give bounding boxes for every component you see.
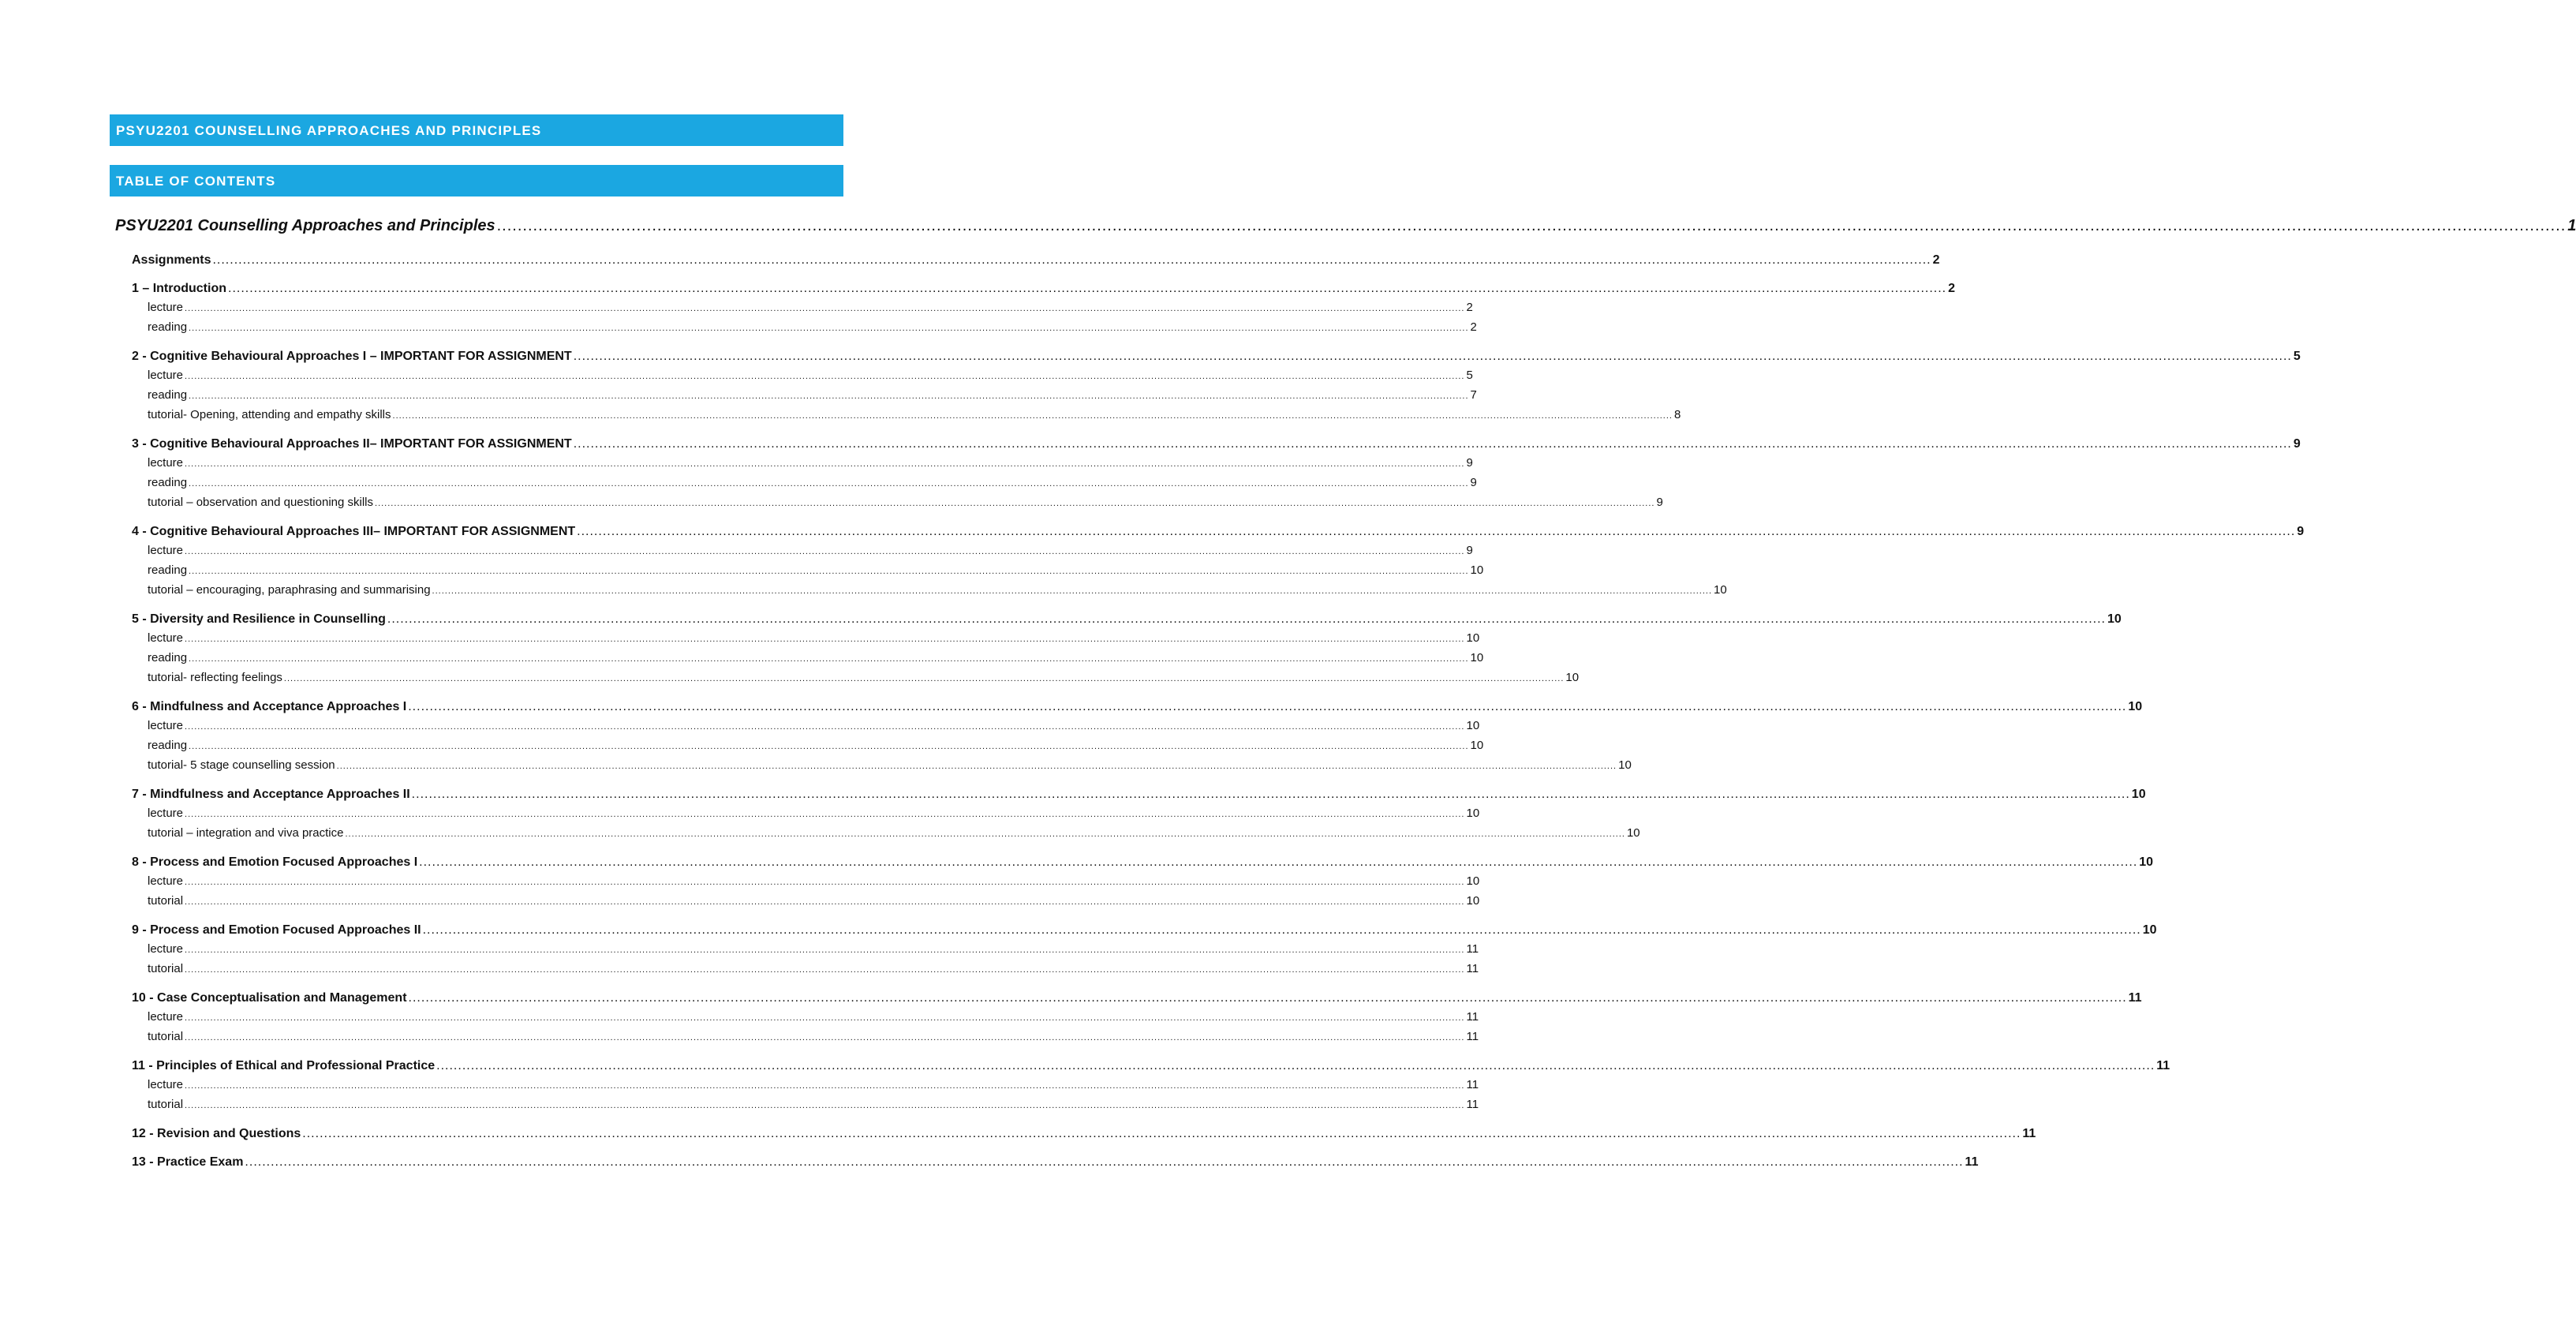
toc-entry-title: reading (148, 651, 188, 664)
toc-entry-title: lecture (148, 1010, 184, 1024)
toc-dot-leader: ................................................................................................................................................................................................................................................................................................................................................................................................................ (422, 923, 2141, 937)
toc-dot-leader: ................................................................................................................................................................................................................................................................................................................................................................................................................ (392, 411, 1673, 421)
toc-entry-title: 13 - Practice Exam (132, 1155, 244, 1169)
toc-dot-leader: ................................................................................................................................................................................................................................................................................................................................................................................................................ (185, 459, 1465, 469)
toc-entry-level-2[interactable] (110, 921, 2157, 939)
toc-entry-title: tutorial- Opening, attending and empathy skills (148, 408, 391, 421)
toc-dot-leader: ................................................................................................................................................................................................................................................................................................................................................................................................................ (189, 324, 1469, 333)
toc-entry-title: lecture (148, 631, 184, 645)
toc-entry-page-number: 10 (2131, 788, 2146, 801)
toc-entry-page-number: 10 (1470, 563, 1484, 577)
toc-entry-level-3[interactable] (110, 1095, 1479, 1114)
toc-entry-title: lecture (148, 942, 184, 956)
toc-entry-title: reading (148, 476, 188, 489)
toc-dot-leader: ................................................................................................................................................................................................................................................................................................................................................................................................................ (387, 612, 2106, 626)
toc-entry-page-number: 2 (1932, 253, 1940, 267)
toc-entry-title: 4 - Cognitive Behavioural Approaches III– IMPORTANT FOR ASSIGNMENT (132, 525, 576, 538)
toc-dot-leader: ................................................................................................................................................................................................................................................................................................................................................................................................................ (375, 499, 1655, 508)
toc-entry-title: lecture (148, 807, 184, 820)
toc-entry-level-3[interactable] (110, 755, 1632, 775)
toc-entry-page-number: 10 (2128, 700, 2143, 713)
toc-dot-leader: ................................................................................................................................................................................................................................................................................................................................................................................................................ (185, 945, 1465, 955)
toc-entry-title: PSYU2201 Counselling Approaches and Principles (115, 217, 495, 234)
toc-entry-level-3[interactable] (110, 453, 1473, 473)
toc-entry-page-number: 8 (1673, 408, 1681, 421)
toc-entry-level-3[interactable] (110, 580, 1727, 600)
toc-entry-page-number: 9 (2293, 437, 2301, 451)
toc-dot-leader: ................................................................................................................................................................................................................................................................................................................................................................................................................ (336, 762, 1617, 771)
toc-entry-title: lecture (148, 544, 184, 557)
toc-entry-title: lecture (148, 1078, 184, 1091)
toc-entry-level-1[interactable] (110, 211, 2576, 241)
toc-entry-page-number: 1 (2567, 217, 2576, 234)
toc-entry-level-3[interactable] (110, 541, 1473, 560)
toc-entry-page-number: 11 (2128, 991, 2142, 1005)
toc-entry-page-number: 9 (1466, 456, 1473, 470)
toc-dot-leader: ................................................................................................................................................................................................................................................................................................................................................................................................................ (185, 1013, 1465, 1023)
toc-entry-page-number: 9 (2297, 525, 2305, 538)
toc-entry-title: 10 - Case Conceptualisation and Management (132, 991, 407, 1005)
toc-entry-title: lecture (148, 369, 184, 382)
toc-entry-title: tutorial- reflecting feelings (148, 671, 282, 684)
toc-dot-leader: ................................................................................................................................................................................................................................................................................................................................................................................................................ (185, 1101, 1465, 1110)
toc-entry-page-number: 11 (1466, 1010, 1479, 1024)
toc-entry-level-3[interactable] (110, 492, 1663, 512)
toc-dot-leader: ................................................................................................................................................................................................................................................................................................................................................................................................................ (185, 634, 1465, 644)
toc-entry-page-number: 10 (1470, 651, 1484, 664)
toc-entry-title: tutorial – integration and viva practice (148, 826, 344, 840)
toc-entry-title: tutorial- 5 stage counselling session (148, 758, 335, 772)
toc-entry-title: tutorial (148, 1030, 184, 1043)
toc-dot-leader: ................................................................................................................................................................................................................................................................................................................................................................................................................ (283, 674, 1565, 683)
toc-dot-leader: ................................................................................................................................................................................................................................................................................................................................................................................................................ (408, 700, 2127, 713)
toc-entry-title: 8 - Process and Emotion Focused Approaches I (132, 855, 418, 869)
toc-entry-page-number: 10 (1466, 807, 1480, 820)
toc-entry-level-3[interactable] (110, 959, 1479, 979)
toc-entry-title: 7 - Mindfulness and Acceptance Approaches II (132, 788, 410, 801)
toc-entry-page-number: 10 (1626, 826, 1640, 840)
toc-entry-page-number: 9 (1470, 476, 1477, 489)
toc-dot-leader: ................................................................................................................................................................................................................................................................................................................................................................................................................ (345, 829, 1625, 839)
toc-entry-level-3[interactable] (110, 871, 1480, 891)
table-of-contents (110, 211, 2576, 1171)
toc-dot-leader: ................................................................................................................................................................................................................................................................................................................................................................................................................ (189, 479, 1469, 488)
toc-entry-page-number: 10 (1618, 758, 1632, 772)
toc-dot-leader: ................................................................................................................................................................................................................................................................................................................................................................................................................ (189, 567, 1469, 576)
toc-entry-title: 9 - Process and Emotion Focused Approaches II (132, 923, 421, 937)
toc-entry-title: 3 - Cognitive Behavioural Approaches II– IMPORTANT FOR ASSIGNMENT (132, 437, 572, 451)
toc-entry-page-number: 10 (2139, 855, 2154, 869)
toc-dot-leader: ................................................................................................................................................................................................................................................................................................................................................................................................................ (228, 282, 1947, 295)
toc-entry-title: 2 - Cognitive Behavioural Approaches I – IMPORTANT FOR ASSIGNMENT (132, 350, 572, 363)
toc-entry-title: 6 - Mindfulness and Acceptance Approaches I (132, 700, 407, 713)
toc-dot-leader: ................................................................................................................................................................................................................................................................................................................................................................................................................ (185, 372, 1465, 381)
toc-entry-page-number: 11 (1466, 942, 1479, 956)
toc-entry-page-number: 10 (1466, 874, 1480, 888)
toc-dot-leader: ................................................................................................................................................................................................................................................................................................................................................................................................................ (245, 1155, 1964, 1169)
toc-entry-level-3[interactable] (110, 1075, 1479, 1095)
toc-entry-page-number: 11 (2022, 1127, 2036, 1140)
toc-entry-level-2[interactable] (110, 853, 2154, 871)
toc-entry-page-number: 9 (1656, 496, 1663, 509)
toc-entry-title: tutorial – observation and questioning skills (148, 496, 374, 509)
toc-entry-level-3[interactable] (110, 560, 1484, 580)
toc-dot-leader: ................................................................................................................................................................................................................................................................................................................................................................................................................ (185, 897, 1465, 907)
toc-entry-title: tutorial (148, 1098, 184, 1111)
toc-entry-level-3[interactable] (110, 473, 1477, 492)
toc-entry-page-number: 11 (2156, 1059, 2170, 1072)
document-page (110, 114, 2576, 1171)
toc-entry-title: reading (148, 388, 188, 402)
toc-entry-level-3[interactable] (110, 405, 1681, 425)
toc-dot-leader: ................................................................................................................................................................................................................................................................................................................................................................................................................ (436, 1059, 2155, 1072)
toc-entry-level-3[interactable] (110, 365, 1473, 385)
toc-entry-level-2[interactable] (110, 251, 1940, 269)
toc-dot-leader: ................................................................................................................................................................................................................................................................................................................................................................................................................ (185, 304, 1465, 313)
toc-dot-leader: ................................................................................................................................................................................................................................................................................................................................................................................................................ (185, 547, 1465, 556)
toc-entry-level-3[interactable] (110, 668, 1580, 687)
toc-entry-title: lecture (148, 301, 184, 314)
toc-entry-title: tutorial – encouraging, paraphrasing and summarising (148, 583, 431, 597)
toc-dot-leader: ................................................................................................................................................................................................................................................................................................................................................................................................................ (408, 991, 2127, 1005)
toc-entry-level-3[interactable] (110, 385, 1477, 405)
toc-entry-level-2[interactable] (110, 435, 2301, 453)
toc-entry-title: 5 - Diversity and Resilience in Counselling (132, 612, 386, 626)
toc-entry-page-number: 11 (1466, 962, 1479, 975)
toc-entry-level-2[interactable] (110, 279, 1956, 298)
toc-entry-page-number: 10 (1466, 631, 1480, 645)
toc-entry-title: reading (148, 739, 188, 752)
toc-entry-title: lecture (148, 719, 184, 732)
toc-entry-page-number: 2 (1470, 320, 1477, 334)
toc-dot-leader: ................................................................................................................................................................................................................................................................................................................................................................................................................ (189, 742, 1469, 751)
toc-entry-page-number: 9 (1466, 544, 1473, 557)
toc-entry-level-3[interactable] (110, 823, 1640, 843)
toc-entry-level-2[interactable] (110, 698, 2143, 716)
toc-dot-leader: ................................................................................................................................................................................................................................................................................................................................................................................................................ (185, 810, 1465, 819)
toc-entry-page-number: 10 (2142, 923, 2157, 937)
toc-dot-leader: ................................................................................................................................................................................................................................................................................................................................................................................................................ (573, 350, 2292, 363)
toc-dot-leader: ................................................................................................................................................................................................................................................................................................................................................................................................................ (185, 878, 1465, 887)
toc-entry-page-number: 7 (1470, 388, 1477, 402)
toc-entry-page-number: 11 (1965, 1155, 1979, 1169)
toc-entry-level-3[interactable] (110, 298, 1473, 317)
toc-entry-page-number: 2 (1466, 301, 1473, 314)
toc-entry-level-3[interactable] (110, 317, 1477, 337)
toc-dot-leader: ................................................................................................................................................................................................................................................................................................................................................................................................................ (419, 855, 2138, 869)
toc-entry-title: 1 – Introduction (132, 282, 226, 295)
toc-entry-title: lecture (148, 456, 184, 470)
toc-entry-title: Assignments (132, 253, 211, 267)
toc-dot-leader: ................................................................................................................................................................................................................................................................................................................................................................................................................ (212, 253, 1931, 267)
toc-entry-level-2[interactable] (110, 785, 2146, 803)
toc-entry-title: reading (148, 320, 188, 334)
toc-entry-page-number: 10 (1466, 894, 1480, 908)
toc-entry-title: lecture (148, 874, 184, 888)
toc-dot-leader: ................................................................................................................................................................................................................................................................................................................................................................................................................ (496, 217, 2567, 234)
toc-entry-page-number: 5 (2293, 350, 2301, 363)
toc-entry-page-number: 10 (1565, 671, 1580, 684)
toc-entry-level-3[interactable] (110, 891, 1480, 911)
toc-entry-page-number: 10 (1470, 739, 1484, 752)
toc-entry-level-3[interactable] (110, 1027, 1479, 1046)
toc-entry-title: 11 - Principles of Ethical and Professional Practice (132, 1059, 436, 1072)
toc-dot-leader: ................................................................................................................................................................................................................................................................................................................................................................................................................ (185, 1081, 1465, 1091)
toc-dot-leader: ................................................................................................................................................................................................................................................................................................................................................................................................................ (573, 437, 2292, 451)
toc-entry-level-3[interactable] (110, 803, 1480, 823)
toc-dot-leader: ................................................................................................................................................................................................................................................................................................................................................................................................................ (185, 1033, 1465, 1042)
toc-entry-level-2[interactable] (110, 1057, 2170, 1075)
toc-entry-level-3[interactable] (110, 628, 1480, 648)
toc-entry-level-2[interactable] (110, 1153, 1979, 1171)
toc-entry-level-2[interactable] (110, 1125, 2036, 1143)
toc-entry-level-2[interactable] (110, 610, 2122, 628)
toc-entry-level-2[interactable] (110, 989, 2142, 1007)
toc-entry-page-number: 10 (1466, 719, 1480, 732)
toc-entry-level-3[interactable] (110, 939, 1479, 959)
toc-entry-title: 12 - Revision and Questions (132, 1127, 301, 1140)
toc-entry-level-3[interactable] (110, 736, 1484, 755)
toc-entry-page-number: 10 (1714, 583, 1727, 597)
toc-dot-leader: ................................................................................................................................................................................................................................................................................................................................................................................................................ (411, 788, 2130, 801)
toc-entry-page-number: 11 (1466, 1098, 1479, 1111)
toc-entry-page-number: 11 (1466, 1078, 1479, 1091)
toc-entry-page-number: 10 (2107, 612, 2122, 626)
toc-entry-level-3[interactable] (110, 648, 1484, 668)
toc-dot-leader: ................................................................................................................................................................................................................................................................................................................................................................................................................ (432, 586, 1713, 596)
toc-dot-leader: ................................................................................................................................................................................................................................................................................................................................................................................................................ (189, 654, 1469, 664)
toc-dot-leader: ................................................................................................................................................................................................................................................................................................................................................................................................................ (185, 722, 1465, 732)
toc-entry-level-3[interactable] (110, 716, 1480, 736)
toc-entry-level-2[interactable] (110, 347, 2301, 365)
toc-entry-title: tutorial (148, 894, 184, 908)
toc-entry-title: reading (148, 563, 188, 577)
toc-dot-leader: ................................................................................................................................................................................................................................................................................................................................................................................................................ (577, 525, 2296, 538)
toc-entry-title: tutorial (148, 962, 184, 975)
toc-entry-level-3[interactable] (110, 1007, 1479, 1027)
toc-dot-leader: ................................................................................................................................................................................................................................................................................................................................................................................................................ (302, 1127, 2021, 1140)
toc-dot-leader: ................................................................................................................................................................................................................................................................................................................................................................................................................ (185, 965, 1465, 975)
toc-heading-banner: TABLE OF CONTENTS (110, 165, 843, 197)
toc-entry-page-number: 2 (1948, 282, 1956, 295)
toc-entry-page-number: 11 (1466, 1030, 1479, 1043)
toc-dot-leader: ................................................................................................................................................................................................................................................................................................................................................................................................................ (189, 391, 1469, 401)
toc-entry-page-number: 5 (1466, 369, 1473, 382)
document-title-banner: PSYU2201 COUNSELLING APPROACHES AND PRINCIPLES (110, 114, 843, 146)
toc-entry-level-2[interactable] (110, 522, 2305, 541)
